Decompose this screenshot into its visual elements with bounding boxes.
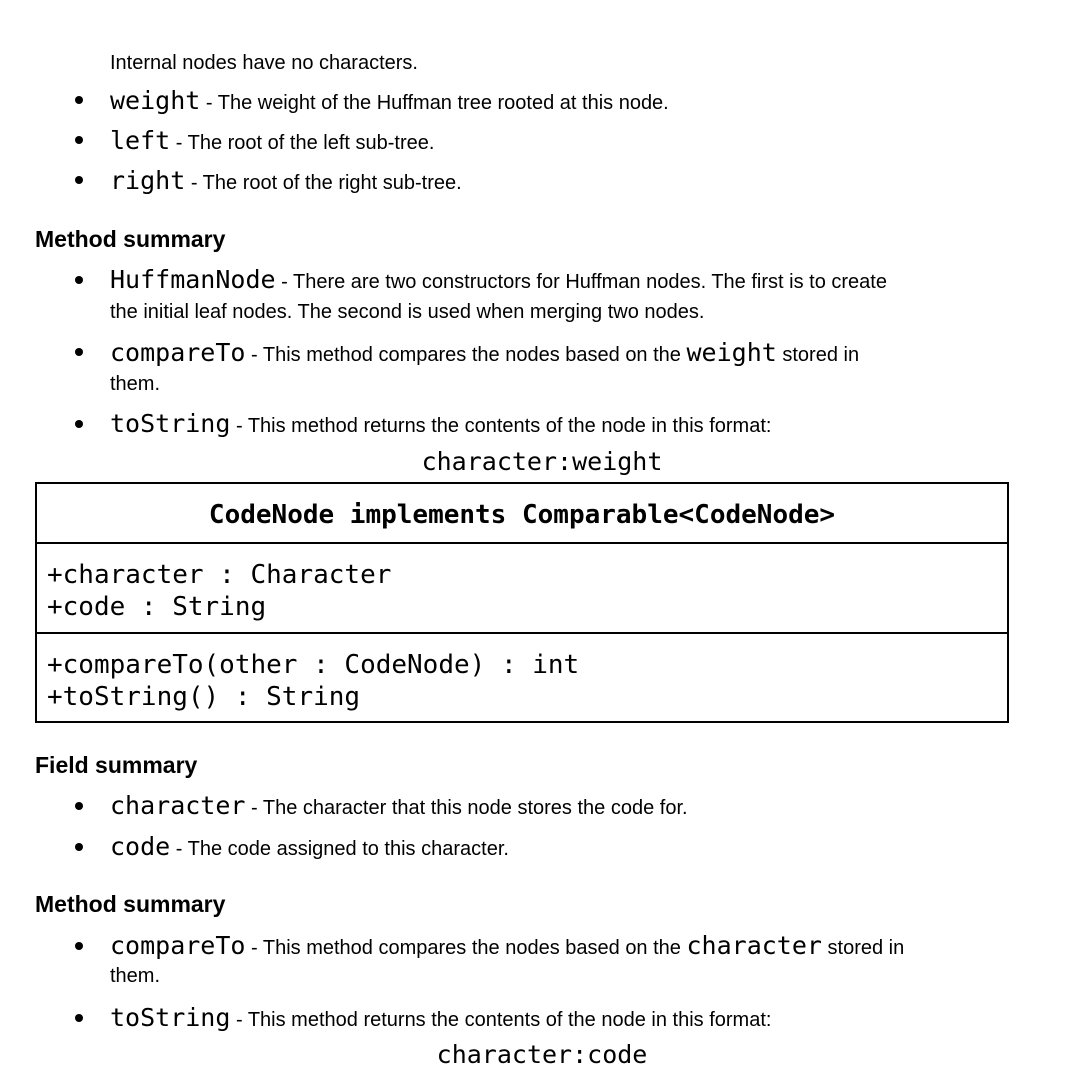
method-desc-huffmannode: - There are two constructors for Huffman nodes. The first is to create: [275, 271, 887, 293]
method-name-tostring: toString: [110, 409, 231, 438]
bullet-icon: [75, 1014, 83, 1022]
inline-code-weight: weight: [686, 338, 777, 367]
field-desc-right: - The root of the right sub-tree.: [185, 172, 462, 194]
bullet-icon: [75, 420, 83, 428]
uml-field-code: +code : String: [47, 592, 267, 622]
uml-divider: [37, 632, 1007, 634]
field-summary-heading: Field summary: [35, 752, 198, 778]
field-desc-character: - The character that this node stores the code for.: [245, 797, 688, 819]
field-name-left: left: [110, 126, 171, 155]
field-item-right: [110, 168, 462, 193]
field-name-character: character: [110, 791, 246, 820]
field-item-weight: [110, 88, 669, 113]
method-name-tostring: toString: [110, 1003, 231, 1032]
bullet-icon: [75, 348, 83, 356]
field-item-character: [110, 793, 688, 818]
bullet-icon: [75, 802, 83, 810]
field-desc-left: - The root of the left sub-tree.: [170, 132, 435, 154]
bullet-icon: [75, 136, 83, 144]
method-desc-compareto: - This method compares the nodes based on the: [245, 344, 687, 366]
method-summary-heading: Method summary: [35, 226, 226, 252]
method-desc-huffmannode-line2: the initial leaf nodes. The second is used when merging two nodes.: [110, 301, 705, 323]
uml-class-title: CodeNode implements Comparable<CodeNode>: [208, 500, 836, 530]
uml-method-tostring: +toString() : String: [47, 682, 361, 712]
method-summary-heading: Method summary: [35, 891, 226, 917]
uml-field-character: +character : Character: [47, 560, 392, 590]
bullet-icon: [75, 176, 83, 184]
field-item-left: [110, 128, 434, 153]
method-item-compareto: [110, 340, 859, 365]
bullet-icon: [75, 843, 83, 851]
method-item-compareto: [110, 933, 904, 958]
field-desc-weight: - The weight of the Huffman tree rooted at this node.: [200, 92, 669, 114]
method-name-compareto: compareTo: [110, 931, 246, 960]
internal-nodes-note: Internal nodes have no characters.: [110, 52, 418, 74]
method-desc-tostring: - This method returns the contents of the node in this format:: [230, 1009, 772, 1031]
method-name-huffmannode: HuffmanNode: [110, 265, 276, 294]
method-desc-compareto-line2: them.: [110, 373, 161, 395]
bullet-icon: [75, 96, 83, 104]
method-desc-compareto-end: stored in: [776, 344, 860, 366]
format-weight: character:weight: [421, 447, 663, 476]
method-name-compareto: compareTo: [110, 338, 246, 367]
method-item-tostring: [110, 411, 771, 436]
method-desc-compareto: - This method compares the nodes based on the: [245, 937, 687, 959]
uml-divider: [37, 542, 1007, 544]
method-item-tostring: [110, 1005, 771, 1030]
method-desc-compareto-line2: them.: [110, 965, 161, 987]
bullet-icon: [75, 942, 83, 950]
bullet-icon: [75, 276, 83, 284]
inline-code-character: character: [686, 931, 822, 960]
method-item-huffmannode: [110, 267, 887, 292]
field-desc-code: - The code assigned to this character.: [170, 838, 509, 860]
field-item-code: [110, 834, 509, 859]
method-desc-compareto-end: stored in: [821, 937, 905, 959]
field-name-right: right: [110, 166, 186, 195]
field-name-weight: weight: [110, 86, 201, 115]
method-desc-tostring: - This method returns the contents of the node in this format:: [230, 415, 772, 437]
format-code: character:code: [436, 1040, 648, 1069]
uml-class-box: [35, 482, 1009, 723]
uml-method-compareto: +compareTo(other : CodeNode) : int: [47, 650, 580, 680]
field-name-code: code: [110, 832, 171, 861]
